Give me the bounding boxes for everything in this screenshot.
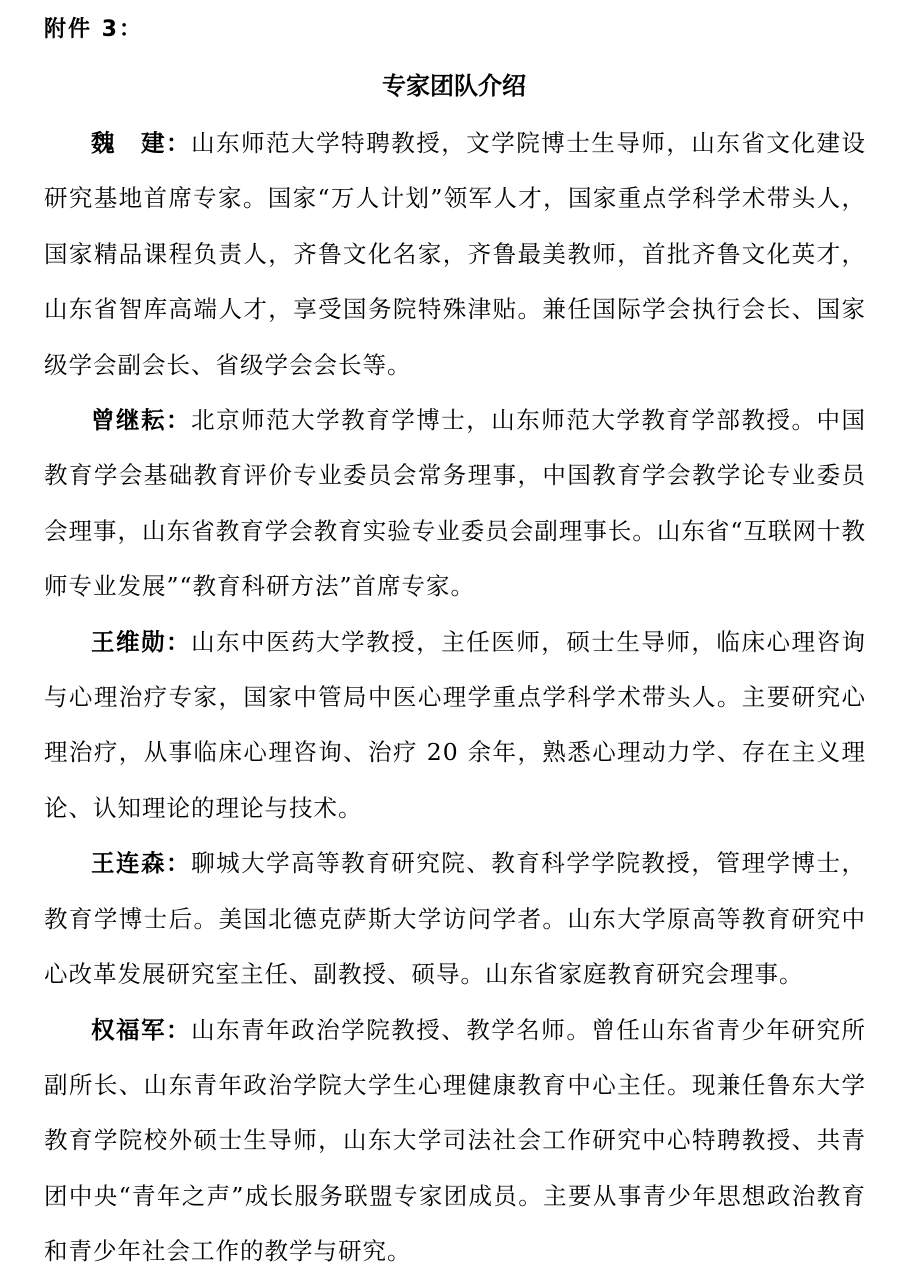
expert-name: 魏 建： (91, 129, 192, 157)
attachment-label: 附件 3： (44, 17, 143, 42)
expert-description: 山东青年政治学院教授、教学名师。曾任山东省青少年研究所副所长、山东青年政治学院大学生心理健康教育中心主任。现兼任鲁东大学教育学院校外硕士生导师，山东大学司法社会工作研究中心特聘教授、共青团中央“青年之声”成长服务联盟专家团成员。主要从事青少年思想政治教育和青少年社会工作的教学与研究。 (44, 1015, 867, 1266)
expert-description: 北京师范大学教育学博士，山东师范大学教育学部教授。中国教育学会基础教育评价专业委员会常务理事，中国教育学会教学论专业委员会理事，山东省教育学会教育实验专业委员会副理事长。山东省“互联网十教师专业发展”“教育科研方法”首席专家。 (44, 406, 867, 601)
expert-name: 王连森： (91, 849, 192, 878)
expert-bio-wei-jian (44, 116, 866, 393)
document-title: 专家团队介绍 (382, 72, 526, 100)
expert-description: 山东师范大学特聘教授，文学院博士生导师，山东省文化建设研究基地首席专家。国家“万人计划”领军人才，国家重点学科学术带头人，国家精品课程负责人，齐鲁文化名家，齐鲁最美教师，首批齐鲁文化英才，山东省智库高端人才，享受国务院特殊津贴。兼任国际学会执行会长、国家级学会副会长、省级学会会长等。 (44, 129, 867, 379)
expert-name: 权福军： (91, 1015, 192, 1044)
expert-name: 曾继耘： (91, 406, 192, 435)
expert-bio-wang-weixun (44, 615, 866, 837)
expert-description: 聊城大学高等教育研究院、教育科学学院教授，管理学博士，教育学博士后。美国北德克萨斯大学访问学者。山东大学原高等教育研究中心改革发展研究室主任、副教授、硕导。山东省家庭教育研究会理事。 (44, 849, 867, 989)
expert-bio-zeng-jiyun (44, 393, 866, 615)
expert-name: 王维勋： (91, 627, 192, 656)
expert-bio-wang-liansen (44, 836, 866, 1002)
expert-description: 山东中医药大学教授，主任医师，硕士生导师，临床心理咨询与心理治疗专家，国家中管局中医心理学重点学科学术带头人。主要研究心理治疗，从事临床心理咨询、治疗 20 余年，熟悉心理动力学、存在主义理论、认知理论的理论与技术。 (44, 627, 867, 822)
expert-bio-quan-fujun (44, 1003, 866, 1280)
expert-list (44, 116, 866, 1280)
